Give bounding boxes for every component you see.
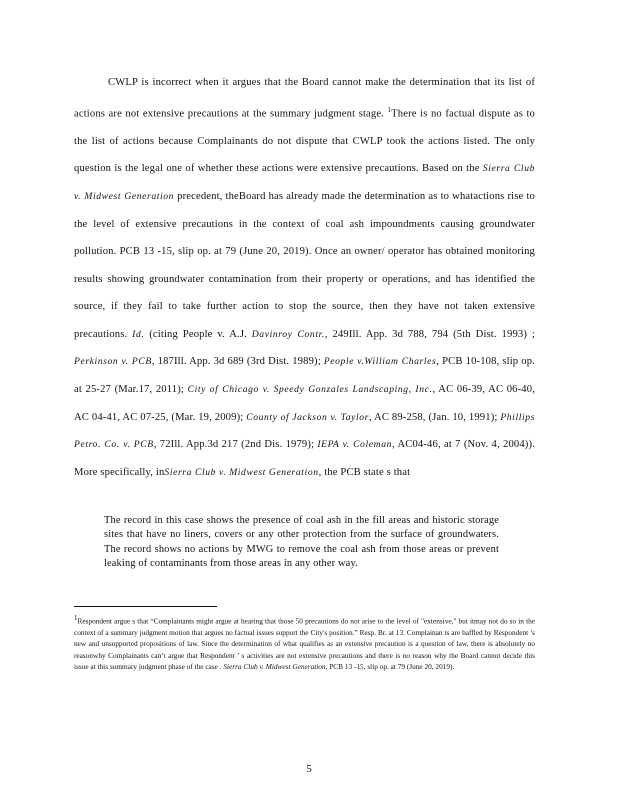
body-text: , 249Ill. App. 3d 788, 794 (5th Dist. 1993) ; — [324, 328, 535, 340]
footnote-divider — [74, 606, 217, 607]
body-text: , 187Ill. App. 3d 689 (3rd Dist. 1989); — [151, 356, 321, 368]
body-text: (citing People v. A.J. — [149, 328, 247, 340]
body-paragraph — [74, 69, 535, 486]
footnote-text: Respondent argue s that “Complainants might argue at hearing that those 50 precautions do not arise to the level of "extensive," but itmay not do so in the context of a summary judgment motion that argues no factual issues support the City's position.” Resp. Br. at 13. Complainan ts are baffled by Respondent ’s new and unsupported propositions of law. Since the determination of what qualifies as an extensive precaution is a question of law, there is absolutely no reasonwhy Complainants can’t argue that Respondent ’ s activities are not extensive precautions and there is no reason why the Board cannot decide this issue at this summary judgment phase of the case . — [74, 616, 535, 672]
footnote-reference: 1 — [387, 105, 392, 114]
case-citation: People v.William Charles — [323, 356, 437, 368]
body-text: There is no factual dispute as to the list of actions because Complainants do not dispute that CWLP took the actions listed. The only question is the legal one of whether these actions were extensive precautions. Based on the — [74, 108, 535, 175]
case-citation: Davinroy Contr. — [251, 328, 325, 340]
block-quote: The record in this case shows the presence of coal ash in the fill areas and historic storage sites that have no liners, covers or any other protection from the surface of groundwaters. The record shows no actions by MWG to remove the coal ash from those areas or prevent leaking of contaminants from those areas in any other way. — [104, 515, 499, 570]
case-citation: Sierra Club v. Midwest Generation — [164, 466, 319, 478]
case-citation: County of Jackson v. Taylor — [246, 411, 369, 423]
footnote-citation: Sierra Club v. Midwest Generation — [223, 662, 326, 672]
body-text: CWLP is incorrect when it argues that the Board cannot make the determination that its list of actions are not extensive precautions at the summary judgment stage. — [74, 77, 535, 120]
footnote — [74, 613, 535, 672]
body-text: , AC 06-39, AC 06-40, AC 04-41, AC 07-25, (Mar. 19, 2009); — [74, 384, 536, 423]
case-citation: Id. — [132, 328, 145, 340]
body-text: precedent, theBoard has already made the determination as to whatactions rise to the level of extensive precautions in the context of coal ash impoundments causing groundwater pollution. PCB 13 -15, slip op. at 79 (June 20, 2019). Once an owner/ operator has obtained monitoring results showing groundwater contamination from their property or operations, and has identified the source, if they fail to take further action to stop the source, then they have not taken extensive precautions. — [74, 190, 535, 340]
body-text: , 72Ill. App.3d 217 (2nd Dis. 1979); — [153, 439, 315, 451]
body-text: , AC 89-258, (Jan. 10, 1991); — [368, 411, 498, 423]
case-citation: Phillips Petro. Co. v. PCB — [74, 411, 535, 451]
case-citation: City of Chicago v. Speedy Gonzales Landscaping, Inc. — [187, 384, 433, 396]
body-text: , PCB 10-108, slip op. at 25-27 (Mar.17, 2011); — [74, 356, 535, 396]
case-citation: IEPA v. Coleman — [317, 439, 393, 451]
body-text: , AC04-46, at 7 (Nov. 4, 2004)). More specifically, in — [74, 439, 535, 478]
footnote-text: , PCB 13 -15, slip op. at 79 (June 20, 2019). — [325, 662, 455, 672]
footnote-marker: 1 — [74, 614, 78, 622]
case-citation: Sierra Club v. Midwest Generation — [74, 163, 535, 202]
case-citation: Perkinson v. PCB — [74, 356, 152, 368]
page-number: 5 — [306, 763, 312, 775]
body-text: , the PCB state s that — [318, 466, 411, 478]
